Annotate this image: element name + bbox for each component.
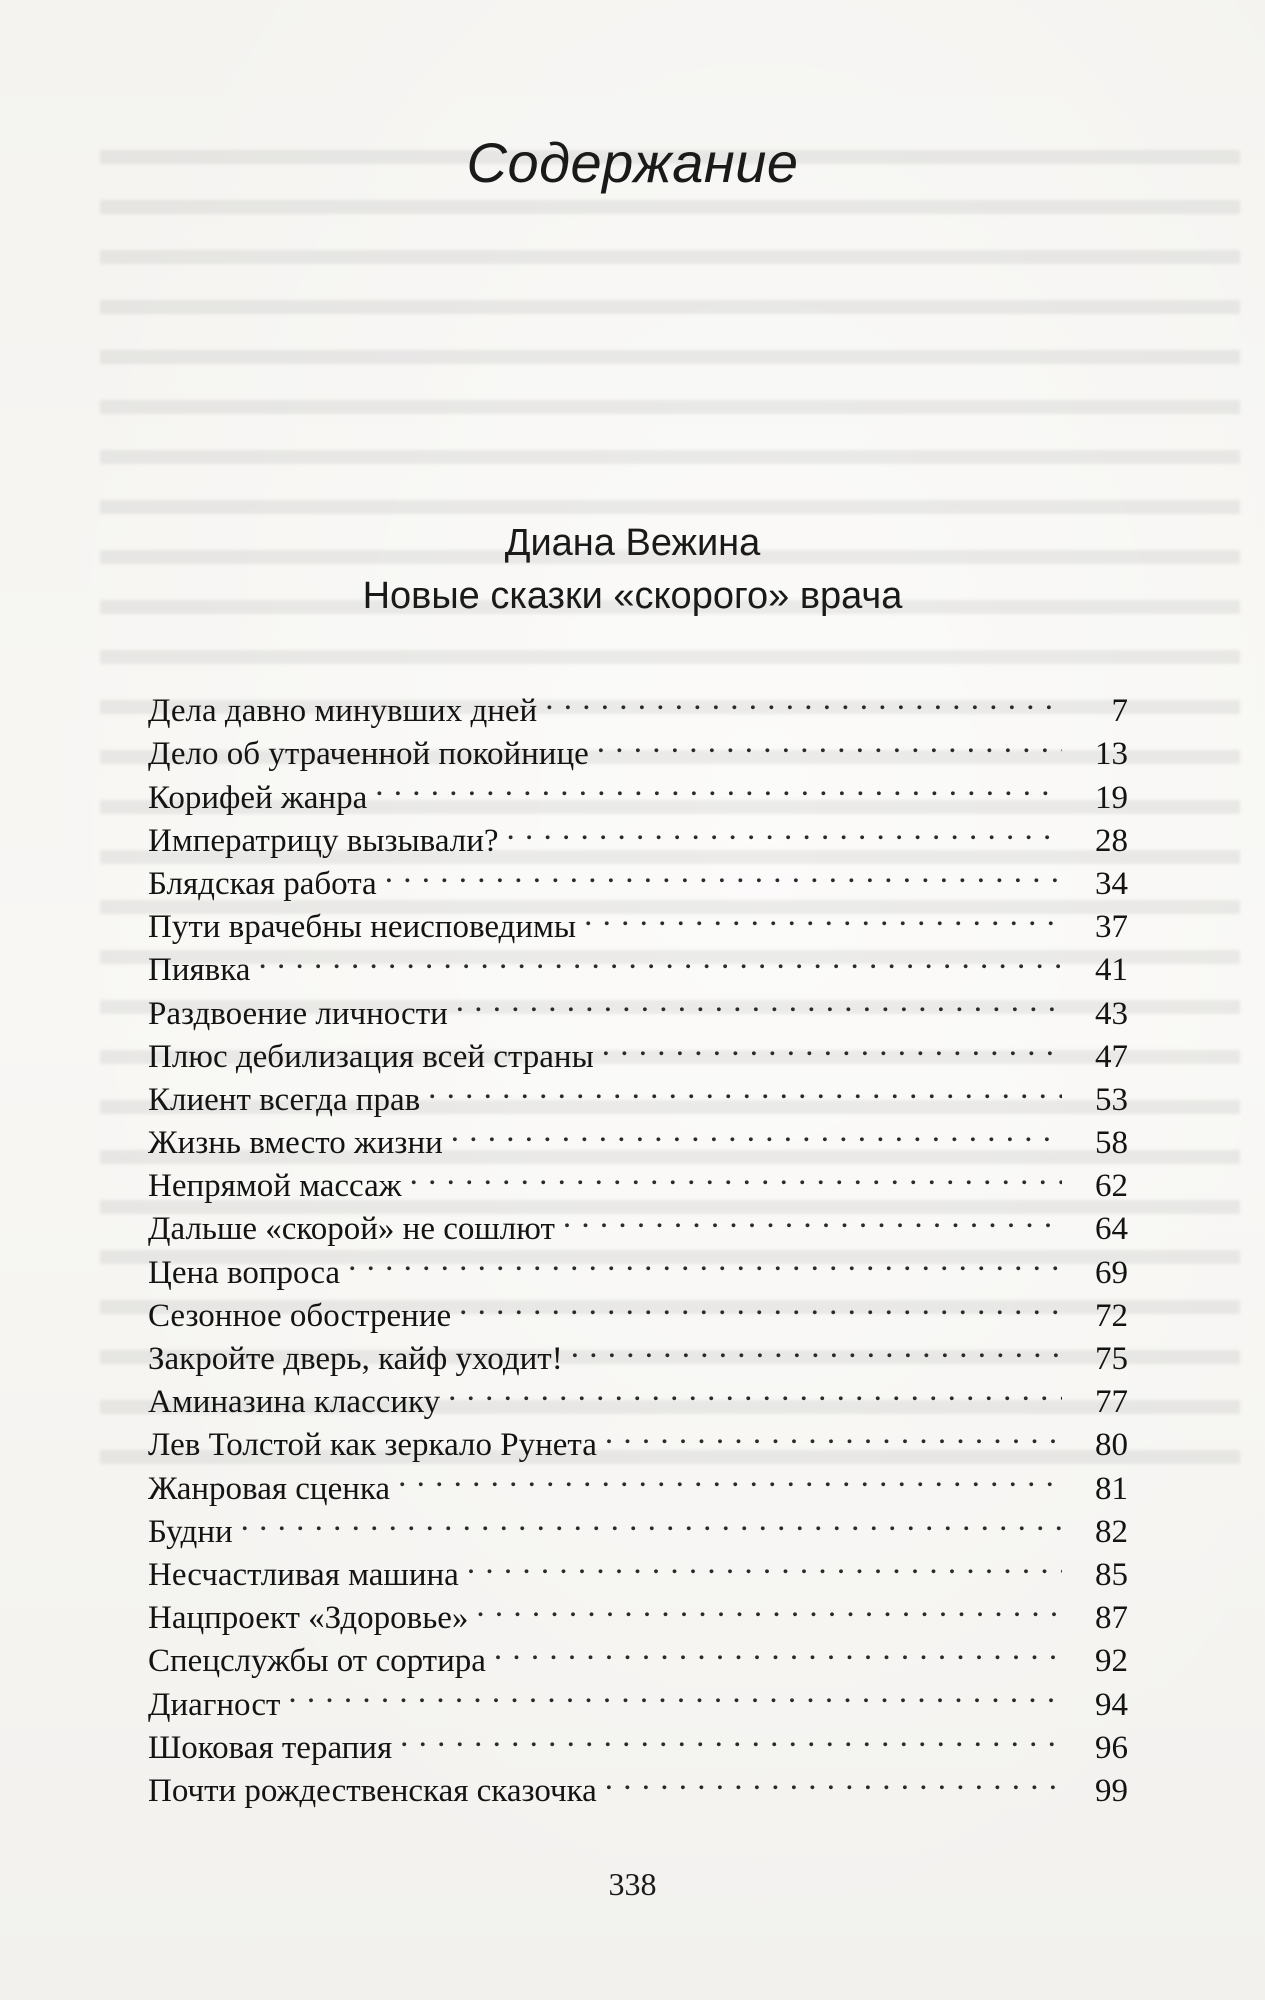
dot-leader xyxy=(400,1715,1062,1758)
toc-entry-page: 77 xyxy=(1095,1384,1128,1421)
toc-entry-title: Императрицу вызывали? xyxy=(148,822,499,859)
toc-entry-page: 58 xyxy=(1095,1125,1128,1162)
toc-entry-page: 92 xyxy=(1095,1643,1128,1680)
toc-entry-page: 80 xyxy=(1095,1427,1128,1464)
toc-entry-title: Будни xyxy=(148,1513,233,1550)
toc-entry xyxy=(148,1153,1128,1205)
toc-entry xyxy=(148,764,1128,816)
dot-leader xyxy=(385,851,1062,894)
toc-entry-page: 87 xyxy=(1095,1600,1128,1637)
toc-entry-page: 28 xyxy=(1095,822,1128,859)
page-number: 338 xyxy=(608,1866,657,1902)
dot-leader xyxy=(563,1196,1062,1239)
toc-entry-page: 72 xyxy=(1095,1297,1128,1334)
toc-entry xyxy=(148,1585,1128,1637)
dot-leader xyxy=(597,721,1062,764)
toc-entry xyxy=(148,937,1128,989)
toc-entry xyxy=(148,721,1128,773)
dot-leader xyxy=(571,1326,1062,1369)
dot-leader xyxy=(348,1239,1062,1282)
toc-entry-page: 41 xyxy=(1095,952,1128,989)
toc-entry-page: 64 xyxy=(1095,1211,1128,1248)
toc-entry xyxy=(148,1758,1128,1809)
toc-entry-page: 47 xyxy=(1095,1038,1128,1075)
dot-leader xyxy=(288,1671,1062,1714)
toc-entry xyxy=(148,894,1128,946)
toc-entry xyxy=(148,980,1128,1032)
dot-leader xyxy=(467,1542,1062,1585)
toc-entry xyxy=(148,1671,1128,1723)
dot-leader xyxy=(451,1110,1062,1153)
toc-entry xyxy=(148,1283,1128,1334)
toc-entry-page: 53 xyxy=(1095,1081,1128,1118)
toc-entry xyxy=(148,1542,1128,1593)
toc-entry xyxy=(148,1412,1128,1464)
dot-leader xyxy=(241,1499,1062,1542)
dot-leader xyxy=(258,937,1062,980)
toc-entry xyxy=(148,1239,1128,1291)
toc-entry-page: 19 xyxy=(1095,779,1128,816)
toc-entry xyxy=(148,808,1128,859)
toc-entry-title: Несчастливая машина xyxy=(148,1556,459,1593)
dot-leader xyxy=(584,894,1062,937)
book-title: Новые сказки «скорого» врача xyxy=(362,575,903,617)
toc-entry-title: Сезонное обострение xyxy=(148,1297,452,1334)
table-of-contents xyxy=(148,678,1128,1809)
dot-leader xyxy=(605,1758,1062,1801)
dot-leader xyxy=(456,980,1062,1023)
dot-leader xyxy=(375,764,1062,807)
toc-entry-page: 75 xyxy=(1095,1341,1128,1377)
toc-entry-page: 13 xyxy=(1095,736,1128,773)
toc-entry-title: Пиявка xyxy=(148,952,251,989)
toc-entry xyxy=(148,1024,1128,1075)
toc-entry-title: Почти рождественская сказочка xyxy=(148,1772,597,1809)
dot-leader xyxy=(459,1283,1062,1326)
toc-entry-title: Аминазина классику xyxy=(148,1384,441,1421)
toc-entry-title: Диагност xyxy=(148,1686,281,1723)
toc-entry xyxy=(148,1628,1128,1680)
toc-entry-title: Закройте дверь, кайф уходит! xyxy=(148,1341,563,1377)
toc-entry-title: Шоковая терапия xyxy=(148,1729,393,1766)
dot-leader xyxy=(605,1412,1062,1455)
toc-entry xyxy=(148,1715,1128,1766)
author-name: Диана Вежина xyxy=(504,522,761,564)
toc-entry-title: Дела давно минувших дней xyxy=(148,693,538,730)
toc-entry-title: Дальше «скорой» не сошлют xyxy=(148,1211,555,1248)
toc-entry-title: Плюс дебилизация всей страны xyxy=(148,1038,594,1075)
toc-entry-page: 69 xyxy=(1095,1254,1128,1291)
toc-entry-title: Пути врачебны неисповедимы xyxy=(148,909,577,946)
toc-entry-title: Цена вопроса xyxy=(148,1254,341,1291)
dot-leader xyxy=(602,1024,1062,1067)
dot-leader xyxy=(448,1369,1062,1412)
toc-entry-title: Нацпроект «Здоровье» xyxy=(148,1600,469,1637)
toc-entry xyxy=(148,1110,1128,1162)
toc-entry xyxy=(148,1499,1128,1550)
toc-entry xyxy=(148,851,1128,902)
dot-leader xyxy=(398,1455,1062,1498)
dot-leader xyxy=(507,808,1062,851)
toc-entry-page: 96 xyxy=(1095,1729,1128,1766)
toc-entry-title: Жанровая сценка xyxy=(148,1470,391,1507)
toc-entry-page: 82 xyxy=(1095,1513,1128,1550)
toc-entry-page: 99 xyxy=(1095,1772,1128,1809)
toc-entry-title: Блядская работа xyxy=(148,865,377,902)
dot-leader xyxy=(428,1067,1062,1110)
toc-entry-page: 81 xyxy=(1095,1470,1128,1507)
toc-entry-page: 43 xyxy=(1095,995,1128,1032)
toc-entry-page: 7 xyxy=(1111,693,1128,730)
dot-leader xyxy=(476,1585,1062,1628)
toc-entry-title: Раздвоение личности xyxy=(148,995,448,1032)
dot-leader xyxy=(410,1153,1062,1196)
toc-entry-page: 34 xyxy=(1095,865,1128,902)
toc-entry xyxy=(148,1455,1128,1507)
toc-entry-title: Клиент всегда прав xyxy=(148,1081,421,1118)
toc-entry-title: Корифей жанра xyxy=(148,779,368,816)
toc-entry xyxy=(148,1067,1128,1118)
toc-entry-title: Спецслужбы от сортира xyxy=(148,1643,486,1680)
toc-entry-page: 62 xyxy=(1095,1168,1128,1205)
toc-entry-title: Непрямой массаж xyxy=(148,1168,402,1205)
toc-entry-page: 37 xyxy=(1095,909,1128,946)
toc-entry xyxy=(148,678,1128,730)
toc-entry-title: Жизнь вместо жизни xyxy=(148,1125,443,1162)
toc-entry-page: 94 xyxy=(1095,1686,1128,1723)
toc-entry-title: Дело об утраченной покойнице xyxy=(148,736,589,773)
dot-leader xyxy=(494,1628,1062,1671)
dot-leader xyxy=(545,678,1062,721)
toc-entry xyxy=(148,1326,1128,1377)
toc-entry xyxy=(148,1196,1128,1248)
toc-entry-title: Лев Толстой как зеркало Рунета xyxy=(148,1427,597,1464)
contents-heading: Содержание xyxy=(466,131,799,194)
toc-entry xyxy=(148,1369,1128,1421)
toc-entry-page: 85 xyxy=(1095,1556,1128,1593)
